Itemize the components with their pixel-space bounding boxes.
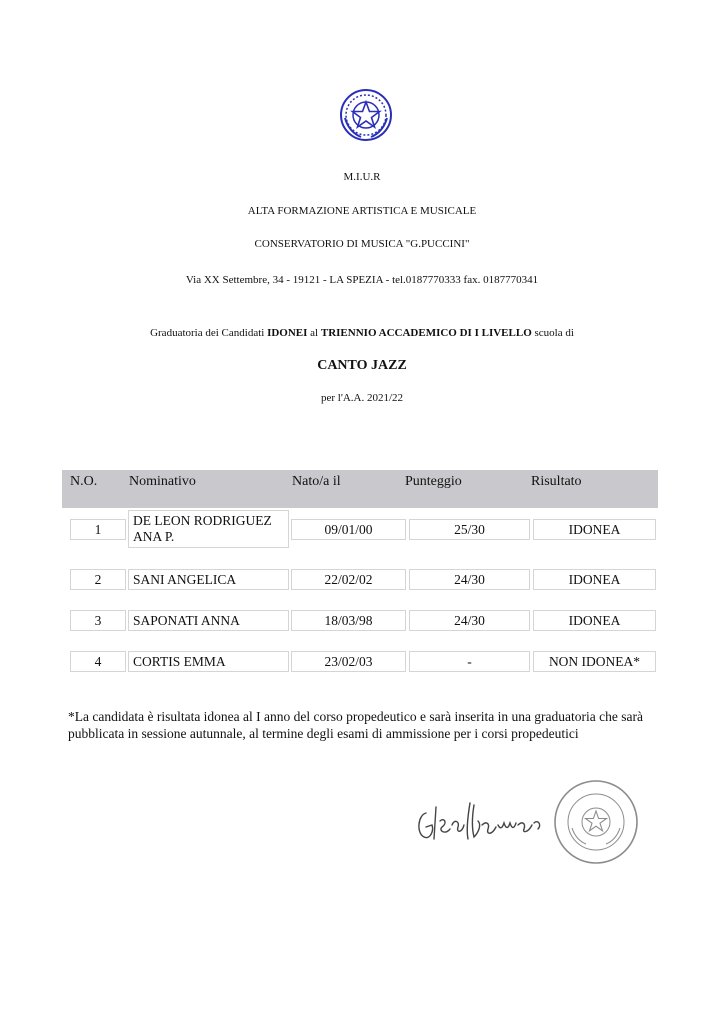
division-line: ALTA FORMAZIONE ARTISTICA E MUSICALE xyxy=(247,205,477,217)
table-row-4-score: - xyxy=(409,651,530,672)
table-row-2-result: IDONEA xyxy=(533,569,656,590)
table-row-3-birth: 18/03/98 xyxy=(291,610,406,631)
intro-text: al xyxy=(307,327,321,339)
column-header-score: Punteggio xyxy=(405,474,462,489)
table-row-2-birth: 22/02/02 xyxy=(291,569,406,590)
table-row-3-name: SAPONATI ANNA xyxy=(128,610,289,631)
institution-stamp-icon xyxy=(552,778,640,866)
table-row-3-score: 24/30 xyxy=(409,610,530,631)
table-row-3-no: 3 xyxy=(70,610,126,631)
table-row-3-result: IDONEA xyxy=(533,610,656,631)
column-header-result: Risultato xyxy=(531,474,582,489)
intro-text: scuola di xyxy=(531,327,574,339)
table-row-1-score: 25/30 xyxy=(409,519,530,540)
republic-emblem-icon xyxy=(339,88,393,142)
table-row-1-result: IDONEA xyxy=(533,519,656,540)
intro-text: Graduatoria dei Candidati xyxy=(150,327,268,339)
table-row-1-no: 1 xyxy=(70,519,126,540)
course-title: CANTO JAZZ xyxy=(317,358,407,373)
institution-address: Via XX Settembre, 34 - 19121 - LA SPEZIA - tel.0187770333 fax. 0187770341 xyxy=(185,274,539,286)
column-header-name: Nominativo xyxy=(129,474,196,489)
table-row-1-birth: 09/01/00 xyxy=(291,519,406,540)
table-row-4-birth: 23/02/03 xyxy=(291,651,406,672)
ranking-intro xyxy=(0,327,724,339)
table-row-2-name: SANI ANGELICA xyxy=(128,569,289,590)
table-row-4-name: CORTIS EMMA xyxy=(128,651,289,672)
intro-course-level: TRIENNIO ACCADEMICO DI I LIVELLO xyxy=(320,327,532,339)
ministry-line: M.I.U.R xyxy=(343,171,381,183)
column-header-birth: Nato/a il xyxy=(292,474,341,489)
table-row-4-result: NON IDONEA* xyxy=(533,651,656,672)
table-row-2-no: 2 xyxy=(70,569,126,590)
academic-year: per l'A.A. 2021/22 xyxy=(320,392,404,404)
footnote: *La candidata è risultata idonea al I anno del corso propedeutico e sarà inserita in una graduatoria che sarà pubblicata in sessione autunnale, al termine degli esami di ammissione per i corsi propedeutici xyxy=(68,709,643,741)
table-row-4-no: 4 xyxy=(70,651,126,672)
table-row-2-score: 24/30 xyxy=(409,569,530,590)
signature-image xyxy=(412,795,552,850)
intro-idonei: IDONEI xyxy=(267,327,308,339)
column-header-no: N.O. xyxy=(70,474,98,489)
institution-name: CONSERVATORIO DI MUSICA "G.PUCCINI" xyxy=(254,238,470,250)
table-row-1-name: DE LEON RODRIGUEZ ANA P. xyxy=(128,510,289,548)
